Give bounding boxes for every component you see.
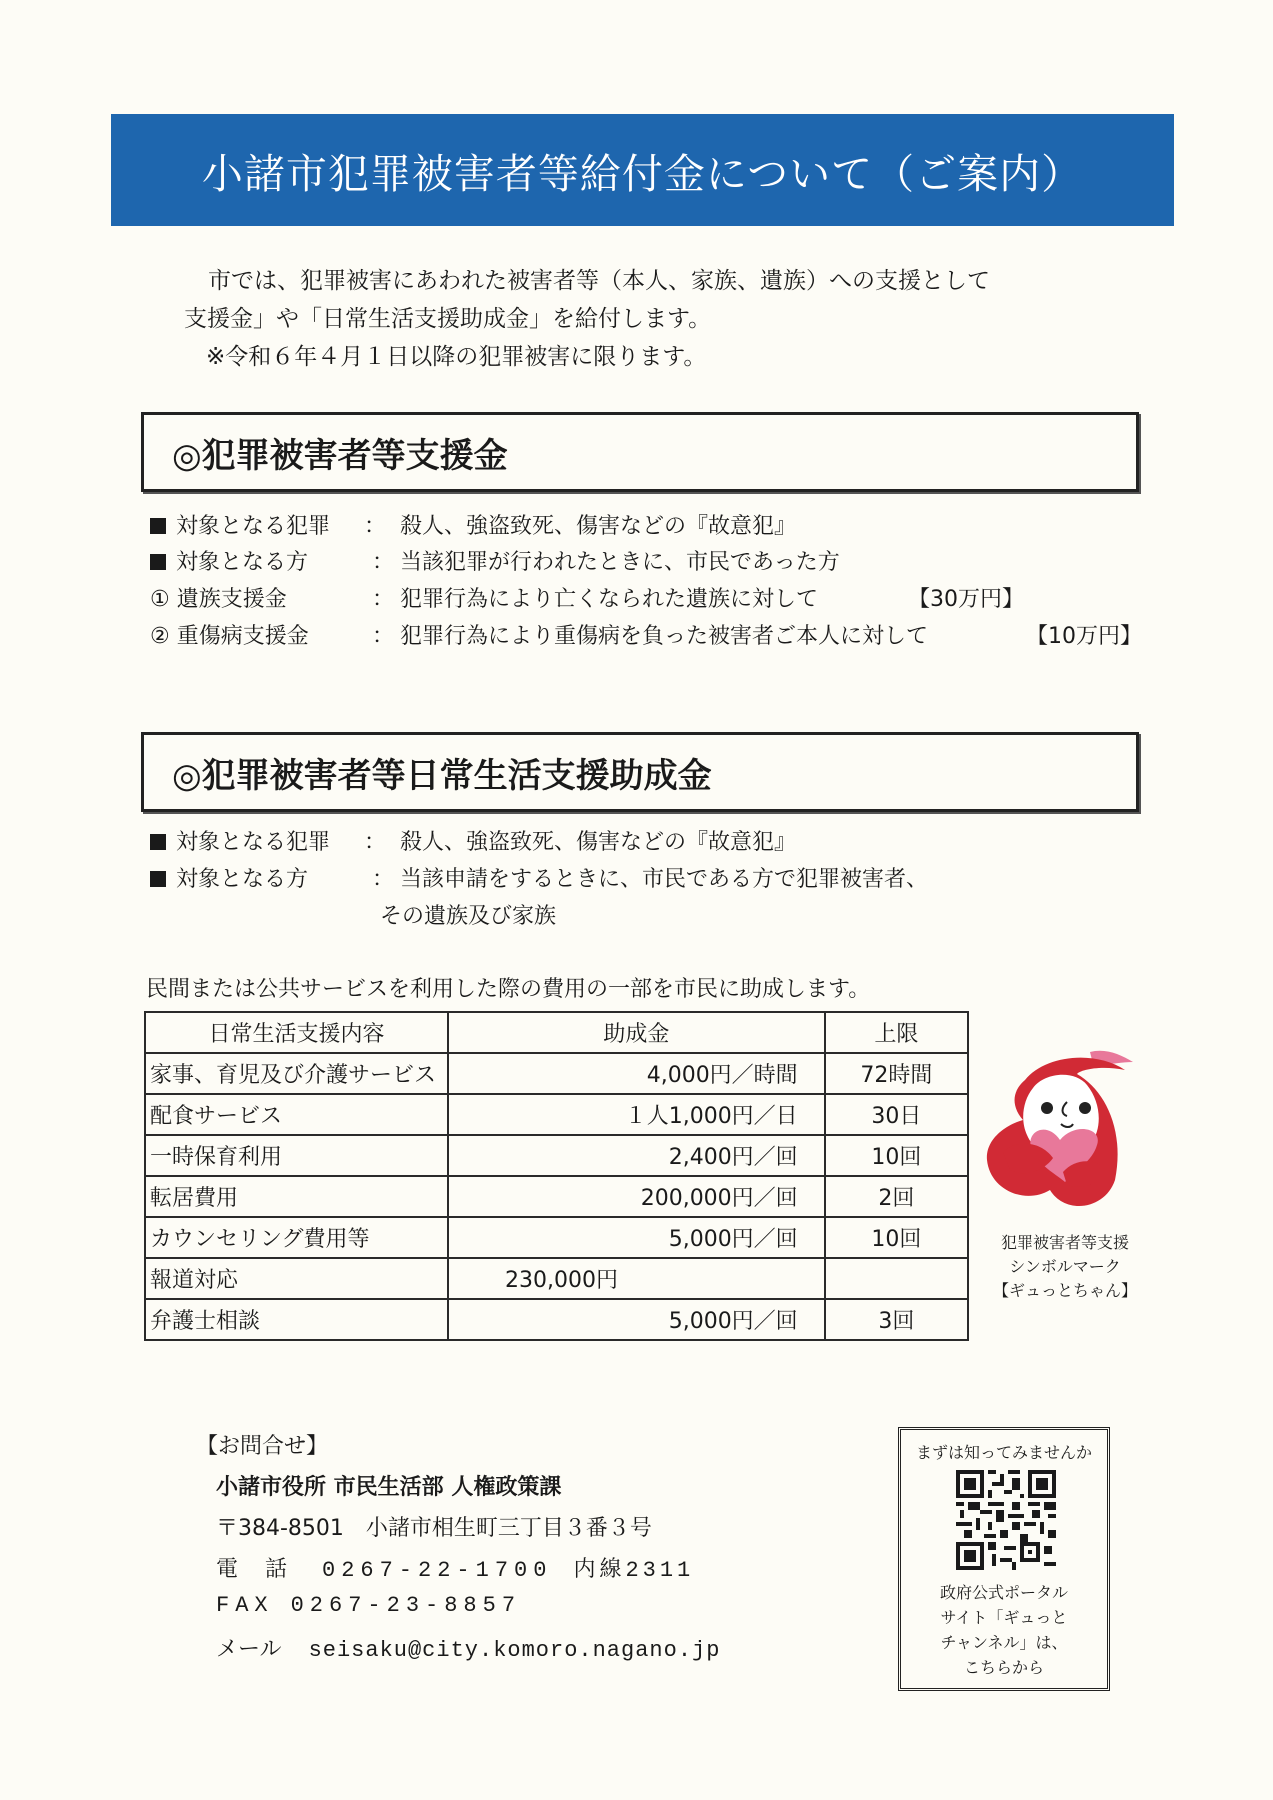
fax-label: FAX [216, 1593, 274, 1618]
cell-amount: 5,000円／回 [448, 1299, 825, 1340]
circled-number-2: ② [150, 624, 170, 649]
cell-amount: 230,000円 [448, 1258, 825, 1299]
square-bullet-icon [150, 554, 166, 570]
column-header: 助成金 [448, 1012, 825, 1053]
contact-heading: 【お問合せ】 [196, 1434, 329, 1459]
qr-caption-line: こちらから [963, 1658, 1044, 1677]
colon: ： [372, 587, 395, 612]
cell-limit: 72時間 [825, 1053, 968, 1094]
cell-limit: 30日 [825, 1094, 968, 1135]
cell-limit: 3回 [825, 1299, 968, 1340]
contact-mail-row [216, 1632, 720, 1663]
phone-extension: 内線2311 [573, 1558, 695, 1583]
table-row [145, 1258, 968, 1299]
mascot-caption-line: 【ギュっとちゃん】 [992, 1281, 1137, 1300]
cell-content: 配食サービス [145, 1094, 448, 1135]
row-value-continued: その遺族及び家族 [380, 904, 557, 929]
colon: ： [372, 550, 395, 575]
qr-code-box [898, 1427, 1110, 1691]
table-row [145, 1176, 968, 1217]
amount: 【10万円】 [1026, 624, 1142, 649]
contact-office: 小諸市役所 市民生活部 人権政策課 [216, 1475, 562, 1500]
row-label: 対象となる犯罪 [176, 514, 331, 539]
phone-number[interactable]: 0267-22-1700 [322, 1558, 553, 1583]
mascot-gyutto-chan-icon [985, 1040, 1135, 1215]
row-value: 殺人、強盗致死、傷害などの『故意犯』 [400, 514, 797, 539]
intro-line-1: 市では、犯罪被害にあわれた被害者等（本人、家族、遺族）への支援として [208, 268, 990, 294]
cell-limit: 10回 [825, 1217, 968, 1258]
row-label: 遺族支援金 [176, 587, 287, 612]
square-bullet-icon [150, 871, 166, 887]
colon: ： [364, 830, 387, 855]
cell-amount: 4,000円／時間 [448, 1053, 825, 1094]
table-row [145, 1135, 968, 1176]
intro-note: ※令和６年４月１日以降の犯罪被害に限ります。 [206, 344, 707, 370]
colon: ： [372, 867, 395, 892]
mascot-caption-line: 犯罪被害者等支援 [1000, 1233, 1129, 1252]
cell-limit: 10回 [825, 1135, 968, 1176]
row-value: 犯罪行為により重傷病を負った被害者ご本人に対して [400, 624, 929, 649]
phone-label: 電 話 [216, 1557, 297, 1582]
row-label: 対象となる方 [176, 550, 309, 575]
cell-content: 一時保育利用 [145, 1135, 448, 1176]
cell-amount: 2,400円／回 [448, 1135, 825, 1176]
cell-amount: １人1,000円／日 [448, 1094, 825, 1135]
colon: ： [372, 624, 395, 649]
table-row [145, 1299, 968, 1340]
cell-amount: 200,000円／回 [448, 1176, 825, 1217]
cell-amount: 5,000円／回 [448, 1217, 825, 1258]
subsidy-table [144, 1011, 969, 1341]
table-caption: 民間または公共サービスを利用した際の費用の一部を市民に助成します。 [146, 977, 871, 1002]
square-bullet-icon [150, 834, 166, 850]
column-header: 日常生活支援内容 [145, 1012, 448, 1053]
row-value: 殺人、強盗致死、傷害などの『故意犯』 [400, 830, 797, 855]
square-bullet-icon [150, 518, 166, 534]
qr-caption-line: 政府公式ポータル [939, 1583, 1068, 1602]
qr-top-text: まずは知ってみませんか [915, 1443, 1092, 1462]
contact-address: 〒384-8501 小諸市相生町三丁目３番３号 [216, 1516, 652, 1541]
column-header: 上限 [825, 1012, 968, 1053]
qr-caption-line: サイト「ギュっと [940, 1608, 1068, 1627]
page-title: 小諸市犯罪被害者等給付金について（ご案内） [201, 149, 1084, 198]
cell-content: 家事、育児及び介護サービス [145, 1053, 448, 1094]
cell-content: 報道対応 [145, 1258, 448, 1299]
mascot-caption-line: シンボルマーク [1009, 1257, 1121, 1276]
amount: 【30万円】 [908, 587, 1024, 612]
row-label: 重傷病支援金 [176, 624, 309, 649]
contact-phone-row [216, 1552, 694, 1583]
cell-limit [825, 1258, 968, 1299]
row-value: 当該申請をするときに、市民である方で犯罪被害者、 [400, 867, 929, 892]
fax-number: 0267-23-8857 [290, 1593, 522, 1618]
row-value: 犯罪行為により亡くなられた遺族に対して [400, 587, 819, 612]
qr-code-icon[interactable] [956, 1470, 1056, 1570]
mascot-caption [980, 1231, 1150, 1303]
section-heading-support-fund [141, 412, 1139, 492]
row-value: 当該犯罪が行われたときに、市民であった方 [400, 550, 840, 575]
circled-number-1: ① [150, 587, 170, 612]
cell-content: カウンセリング費用等 [145, 1217, 448, 1258]
title-banner [111, 114, 1174, 226]
section-title: ◎犯罪被害者等支援金 [172, 435, 508, 476]
row-label: 対象となる犯罪 [176, 830, 331, 855]
qr-caption-line: チャンネル」は、 [940, 1633, 1068, 1652]
intro-line-2: 支援金」や「日常生活支援助成金」を給付します。 [184, 306, 712, 332]
mail-label: メール [216, 1637, 282, 1662]
table-row [145, 1217, 968, 1258]
row-label: 対象となる方 [176, 867, 309, 892]
table-row [145, 1094, 968, 1135]
mail-address[interactable]: seisaku@city.komoro.nagano.jp [308, 1638, 721, 1663]
cell-limit: 2回 [825, 1176, 968, 1217]
cell-content: 弁護士相談 [145, 1299, 448, 1340]
table-header-row [145, 1012, 968, 1053]
cell-content: 転居費用 [145, 1176, 448, 1217]
colon: ： [364, 514, 387, 539]
section-title: ◎犯罪被害者等日常生活支援助成金 [172, 755, 712, 796]
contact-fax-row [216, 1592, 521, 1618]
table-row [145, 1053, 968, 1094]
section-heading-daily-life-subsidy [141, 732, 1139, 812]
